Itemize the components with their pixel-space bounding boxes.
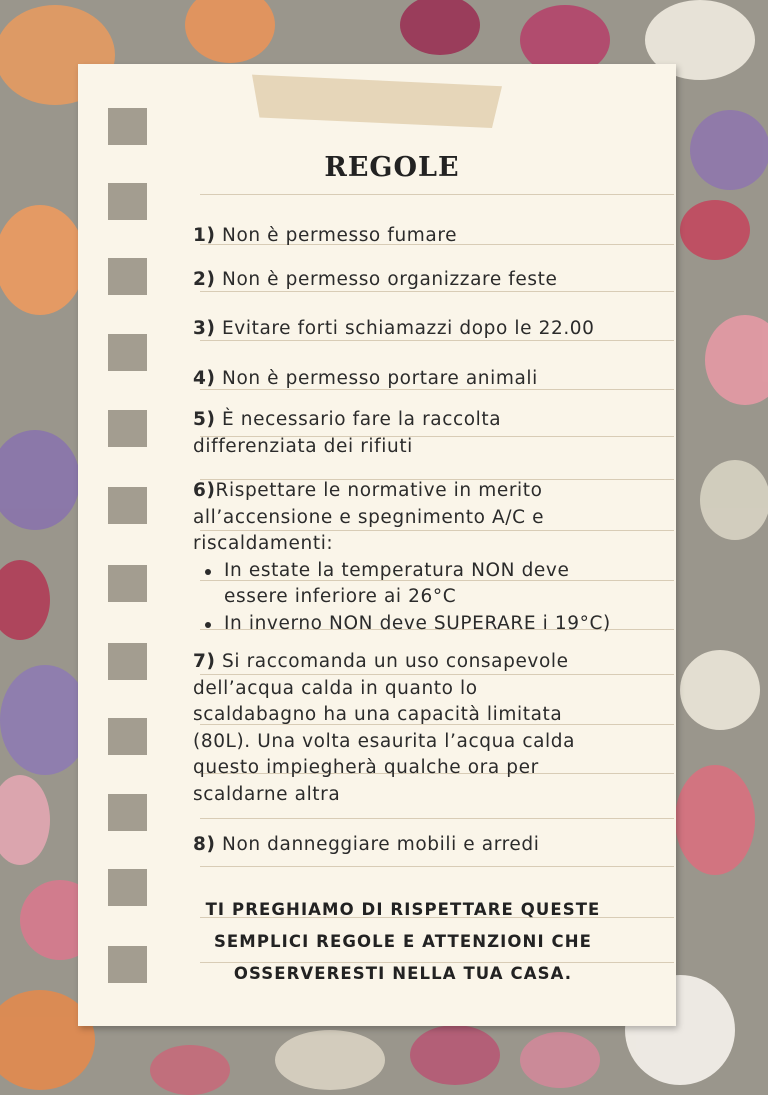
notebook-hole (108, 643, 147, 680)
notebook-hole (108, 410, 147, 447)
ruled-line (200, 194, 674, 195)
closing-line: SEMPLICI REGOLE E ATTENZIONI CHE (213, 932, 593, 951)
rule-number: 2) (193, 269, 216, 290)
notebook-hole (108, 334, 147, 371)
rule-item-4 (193, 366, 653, 393)
ruled-line (200, 818, 674, 819)
rule-text: Rispettare le normative in merito all’accensione e spegnimento A/C e riscaldamenti: (193, 480, 545, 554)
rule-item-7 (193, 649, 603, 808)
rule-item-3 (193, 316, 653, 343)
notebook-hole (108, 869, 147, 906)
notebook-hole (108, 108, 147, 145)
rule-number: 3) (193, 318, 216, 339)
rule-item-6 (193, 478, 613, 637)
page-title: REGOLE (324, 152, 460, 183)
rule-number: 5) (193, 409, 216, 430)
notebook-hole (108, 487, 147, 524)
rule-number: 7) (193, 651, 216, 672)
notebook-hole (108, 183, 147, 220)
closing-message (188, 894, 618, 990)
notebook-hole (108, 718, 147, 755)
notebook-hole (108, 794, 147, 831)
rule-item-8 (193, 832, 653, 859)
closing-line: TI PREGHIAMO DI RISPETTARE QUESTE (205, 900, 601, 919)
bullet-item: In estate la temperatura NON deve essere inferiore ai 26°C (193, 558, 613, 611)
rule-number: 8) (193, 834, 216, 855)
rule-text: Evitare forti schiamazzi dopo le 22.00 (222, 318, 595, 339)
rule-text: Non danneggiare mobili e arredi (222, 834, 540, 855)
notebook-hole (108, 946, 147, 983)
rule-item-5 (193, 407, 593, 460)
bullet-list (193, 558, 613, 638)
rule-item-1 (193, 223, 653, 250)
rule-item-2 (193, 267, 653, 294)
rule-text: Non è permesso organizzare feste (222, 269, 558, 290)
rule-number: 4) (193, 368, 216, 389)
bullet-item: In inverno NON deve SUPERARE i 19°C) (193, 611, 613, 638)
closing-line: OSSERVERESTI NELLA TUA CASA. (233, 964, 573, 983)
rule-text: Si raccomanda un uso consapevole dell’acqua calda in quanto lo scaldabagno ha una capacità limitata (80L). Una volta esaurita l’acqua calda questo impiegherà qualche ora per scaldarne altra (193, 651, 576, 805)
rule-number: 1) (193, 225, 216, 246)
notebook-hole (108, 258, 147, 295)
rule-text: È necessario fare la raccolta differenziata dei rifiuti (193, 409, 502, 457)
rule-text: Non è permesso portare animali (222, 368, 538, 389)
rule-text: Non è permesso fumare (222, 225, 458, 246)
ruled-line (200, 866, 674, 867)
notebook-hole (108, 565, 147, 602)
rule-number: 6) (193, 480, 216, 501)
